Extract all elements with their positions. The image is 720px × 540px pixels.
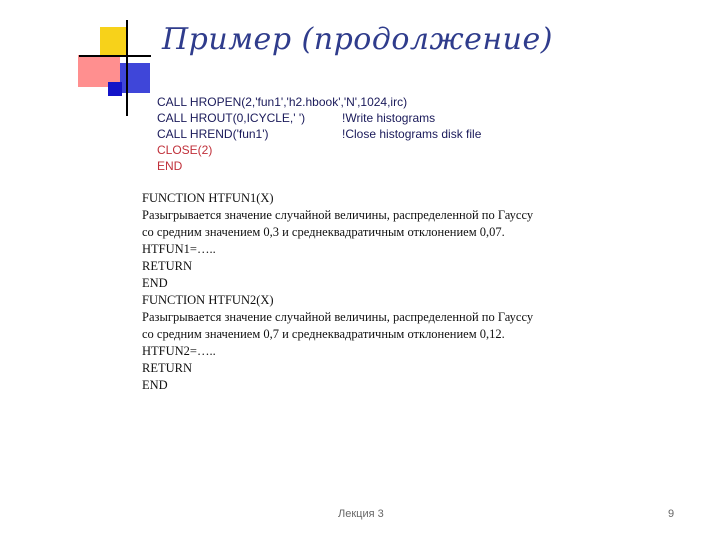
code-comment: !Close histograms disk file xyxy=(342,127,482,141)
body-line: HTFUN1=….. xyxy=(142,242,216,256)
code-line xyxy=(157,110,436,126)
body-line: FUNCTION HTFUN1(X) xyxy=(142,191,274,205)
logo-vertical-line xyxy=(126,20,128,116)
body-line: со средним значением 0,3 и среднеквадратичным отклонением 0,07. xyxy=(142,225,505,239)
body-text xyxy=(142,190,612,394)
body-line: FUNCTION HTFUN2(X) xyxy=(142,293,274,307)
slide-title: Пример (продолжение) xyxy=(162,22,553,57)
code-line xyxy=(157,158,407,174)
footer-lecture-label: Лекция 3 xyxy=(338,508,384,520)
logo-dark-blue-square xyxy=(108,82,122,96)
code-comment: !Write histograms xyxy=(342,111,436,125)
code-line xyxy=(157,94,407,110)
body-line: RETURN xyxy=(142,361,192,375)
body-line: Разыгрывается значение случайной величины, распределенной по Гауссу xyxy=(142,208,534,222)
code-text: END xyxy=(157,159,183,173)
logo-yellow-square xyxy=(100,27,126,57)
code-text: CLOSE(2) xyxy=(157,143,213,157)
page-number: 9 xyxy=(668,508,675,520)
body-line: со средним значением 0,7 и среднеквадратичным отклонением 0,12. xyxy=(142,327,505,341)
logo-blue-square xyxy=(120,63,150,93)
body-line: END xyxy=(142,378,168,392)
code-text: CALL HROUT(0,ICYCLE,' ') xyxy=(157,111,306,125)
body-line: RETURN xyxy=(142,259,192,273)
logo-horizontal-line xyxy=(79,55,151,57)
code-block xyxy=(157,94,482,174)
code-text: CALL HREND('fun1') xyxy=(157,127,269,141)
code-text: CALL HROPEN(2,'fun1','h2.hbook','N',1024,irc) xyxy=(157,95,408,109)
code-line xyxy=(157,142,407,158)
body-line: END xyxy=(142,276,168,290)
body-line: Разыгрывается значение случайной величины, распределенной по Гауссу xyxy=(142,310,534,324)
body-line: HTFUN2=….. xyxy=(142,344,216,358)
code-line xyxy=(157,126,482,142)
